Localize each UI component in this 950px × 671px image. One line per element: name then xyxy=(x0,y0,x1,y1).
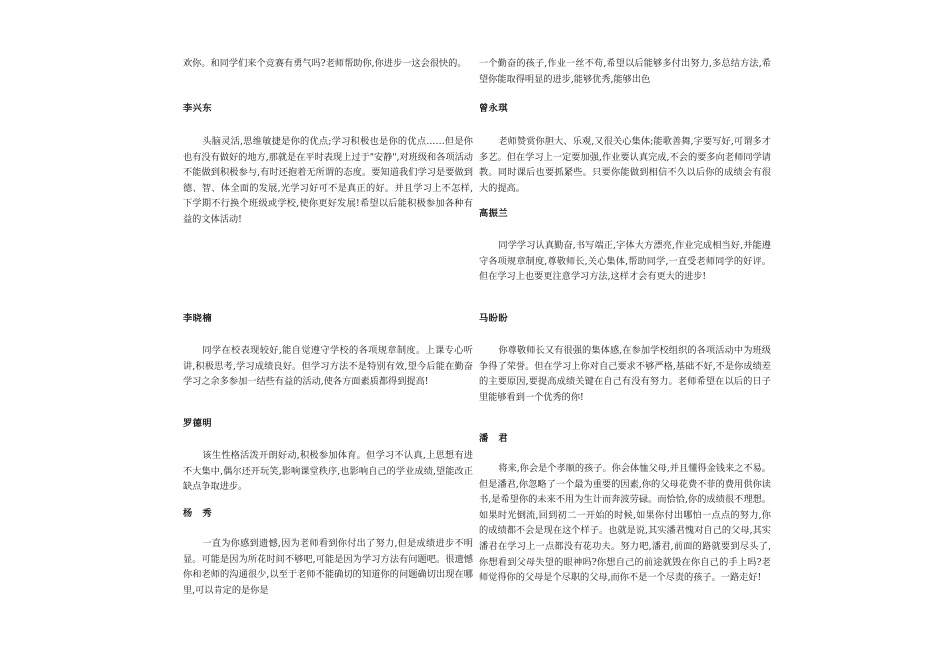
student-comment: 老师赞赏你胆大、乐观,又很关心集体;能歌善舞,字要写好,可谓多才多艺。但在学习上一定要加强,作业要认真完成,不会的要多向老师同学请教。同时课后也要抓紧些。只要你能做到相信不久以后你的成绩会有很大的提高。 xyxy=(479,136,771,194)
student-name: 杨 秀 xyxy=(183,508,213,519)
student-name: 罗德明 xyxy=(183,418,213,429)
student-name: 高振兰 xyxy=(479,208,509,219)
comment-entry-body xyxy=(479,343,771,405)
student-comment: 你尊敬师长又有很强的集体感,在参加学校组织的各项活动中为班级争得了荣誉。但在学习上你对自己要求不够严格,基础不好,不是你成绩差的主要原因,要提高成绩关键在自己有没有努力。老师希望在以后的日子里能够看到一个优秀的你! xyxy=(479,345,771,403)
student-name: 李晓楠 xyxy=(183,313,213,324)
comment-entry-body xyxy=(183,134,473,228)
comment-entry xyxy=(183,311,473,327)
comment-entry-body xyxy=(183,343,473,390)
student-comment: 同学在校表现较好,能自觉遵守学校的各项规章制度。上课专心听讲,积极思考,学习成绩良好。但学习方法不是特别有效,望今后能在勤奋学习之余多参加一结些有益的活动,使各方面素质都得到提高! xyxy=(183,345,473,388)
student-name: 曾永琪 xyxy=(479,103,509,114)
comment-entry-body xyxy=(479,134,771,196)
student-name: 李兴东 xyxy=(183,103,213,114)
student-name: 潘 君 xyxy=(479,433,509,444)
student-comment: 一直为你感到遗憾,因为老师看到你付出了努力,但是成绩进步不明显。可能是因为所花时间不够吧,可能是因为学习方法有问题吧。很遗憾你和老师的沟通很少,以至于老师不能确切的知道你的问题确切出现在哪里,可以肯定的是你是 xyxy=(183,538,473,596)
student-comment: 同学学习认真勤奋,书写端正,字体大方漂亮,作业完成相当好,并能遵守各项规章制度,尊敬师长,关心集体,帮助同学,一直受老师同学的好评。但在学习上也要更注意学习方法,这样才会有更大的进步! xyxy=(479,240,771,283)
comment-entry-body xyxy=(183,536,473,598)
comment-entry-body xyxy=(183,448,473,495)
comment-entry xyxy=(183,506,473,522)
right-intro-block xyxy=(479,56,771,87)
student-comment: 头脑灵活,思维敏捷是你的优点;学习积极也是你的优点……但是你也有没有做好的地方,那就是在平时表现上过于"安静",对班级和各项活动不能做到积极参与,有时还抱着无所谓的态度。要知道我们学习是要做到德、智、体全面的发展,光学习好可不是真正的好。并且学习上不怎样,下学期不行换个班级或学校,使你更好发展!希望以后能积极参加各种有益的文体活动! xyxy=(183,136,473,225)
comment-entry xyxy=(183,416,473,432)
comment-entry-body xyxy=(479,238,771,285)
comment-entry xyxy=(479,101,771,117)
comment-entry xyxy=(479,206,771,222)
comment-entry xyxy=(479,311,771,327)
left-intro-text: 欢你。和同学们来个竞赛有勇气吗?老师帮助你,你进步一这会很快的。 xyxy=(183,58,467,69)
student-comment: 将来,你会是个孝顺的孩子。你会体恤父母,并且懂得金钱来之不易。但是潘君,你忽略了一个最为重要的因素,你的父母花费不菲的费用供你读书,是希望你的未来不用为生计而奔波劳碌。而恰恰,你的成绩很不理想。如果时光倒流,回到初二一开始的时候,如果你付出哪怕一点点的努力,你的成绩都不会是现在这个样子。也就是说,其实潘君愧对自己的父母,其实潘君在学习上一点都没有花功夫。努力吧,潘君,前面的路就要到尽头了,你想看到父母失望的眼神吗?你想自己的前途就毁在你自己的手上吗?老师觉得你的父母是个尽职的父母,而你不是一个尽责的孩子。一路走好! xyxy=(479,463,771,584)
comment-entry xyxy=(183,101,473,117)
comment-entry xyxy=(479,431,771,447)
student-comment: 该生性格活泼开朗好动,积极参加体育。但学习不认真,上思想有进不大集中,偶尔还开玩笑,影响课堂秩序,也影响自己的学业成绩,望能改正缺点争取进步。 xyxy=(183,450,473,493)
right-intro-text: 一个勤奋的孩子,作业一丝不苟,希望以后能够多付出努力,多总结方法,希望你能取得明显的进步,能够优秀,能够出色 xyxy=(479,58,771,85)
left-intro-block xyxy=(183,56,473,72)
comment-entry-body xyxy=(479,461,771,586)
student-name: 马盼盼 xyxy=(479,313,509,324)
